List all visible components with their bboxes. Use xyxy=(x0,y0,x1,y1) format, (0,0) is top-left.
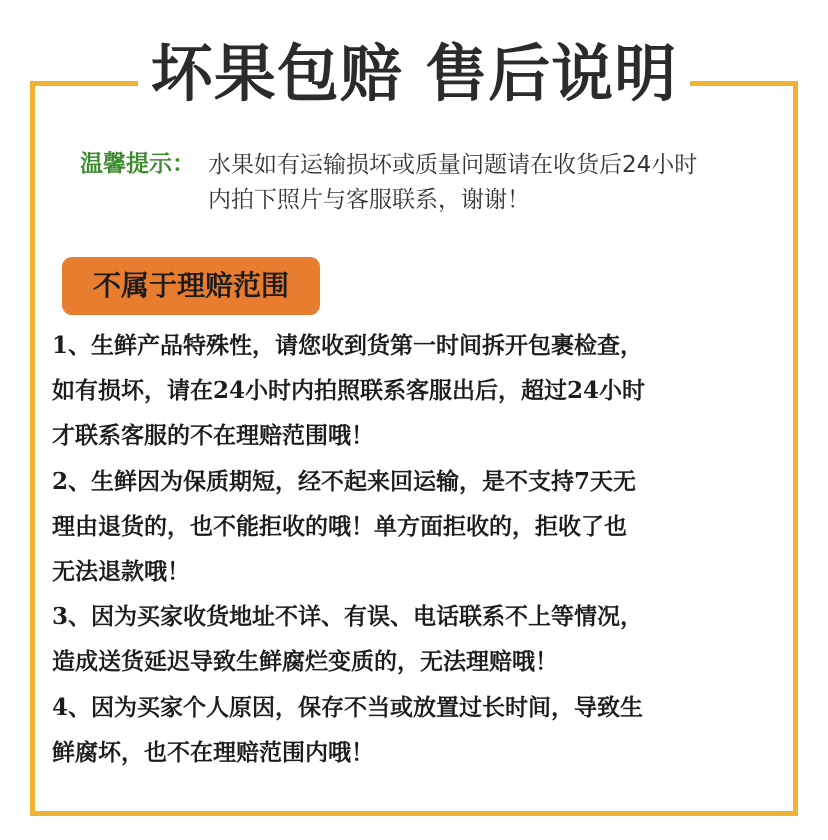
rule-line: 才联系客服的不在理赔范围哦！ xyxy=(52,422,374,450)
tip-line: 水果如有运输损坏或质量问题请在收货后24小时 xyxy=(208,152,698,178)
rule-line: 如有损坏，请在24小时内拍照联系客服出后，超过24小时 xyxy=(52,377,646,405)
rule-line: 3、因为买家收货地址不详、有误、电话联系不上等情况， xyxy=(52,603,644,631)
tip-line: 内拍下照片与客服联系，谢谢！ xyxy=(208,187,530,213)
rule-line: 2、生鲜因为保质期短，经不起来回运输，是不支持7天无 xyxy=(52,467,637,495)
rules-list xyxy=(52,323,782,775)
frame-top-left-segment xyxy=(30,81,138,86)
rule-line: 无法退款哦！ xyxy=(52,557,190,585)
page-title: 坏果包赔 售后说明 xyxy=(150,37,678,110)
tip-text xyxy=(208,148,768,218)
rule-line: 1、生鲜产品特殊性，请您收到货第一时间拆开包裹检查， xyxy=(52,332,644,359)
rule-line: 鲜腐坏，也不在理赔范围内哦！ xyxy=(52,738,374,766)
rule-line: 理由退货的，也不能拒收的哦！单方面拒收的，拒收了也 xyxy=(52,512,627,540)
rule-line: 造成送货延迟导致生鲜腐烂变质的，无法理赔哦！ xyxy=(52,648,558,676)
tip-label: 温馨提示： xyxy=(80,151,195,177)
rule-line: 4、因为买家个人原因，保存不当或放置过长时间，导致生 xyxy=(52,693,644,721)
section-badge: 不属于理赔范围 xyxy=(62,257,320,315)
frame-top-right-segment xyxy=(690,81,798,86)
